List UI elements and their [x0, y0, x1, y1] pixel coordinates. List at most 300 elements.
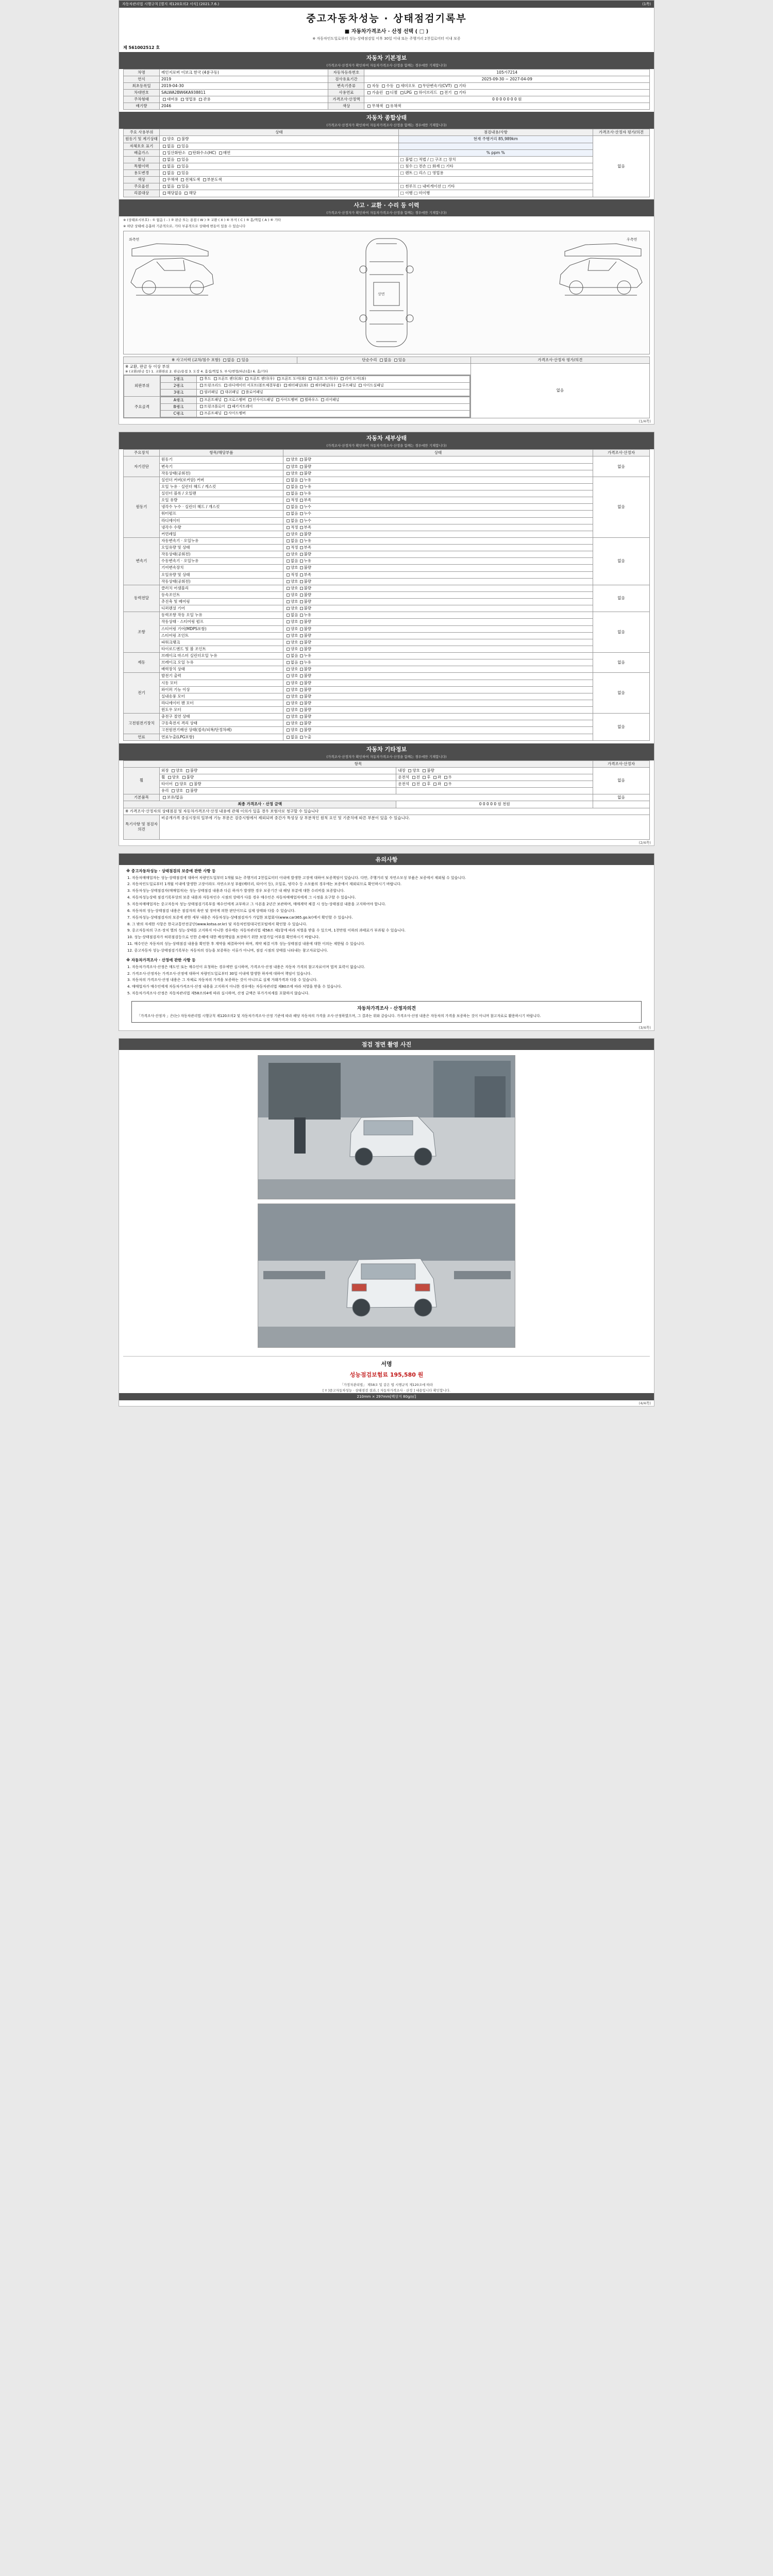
- state-rating-column: 없음: [593, 136, 650, 197]
- checkbox-part-trunklid[interactable]: [200, 384, 203, 387]
- document-number-unit: 호: [156, 45, 160, 50]
- other-row-3: 유리 양호 불량: [160, 788, 396, 794]
- detail-group-transmission: 변속기: [124, 537, 160, 585]
- detail-item-6-5: 윈도우 모터: [160, 707, 283, 714]
- checkbox-part-frontdoor-r[interactable]: [309, 377, 312, 380]
- label-fuel: 사용연료: [328, 89, 364, 96]
- checkbox-d80-a[interactable]: [287, 736, 290, 739]
- checkbox-d50-a[interactable]: [287, 654, 290, 657]
- checkbox-d63-b[interactable]: [300, 695, 303, 698]
- checkbox-transmission-auto[interactable]: [367, 84, 371, 88]
- checkbox-part-quarter-r[interactable]: [311, 384, 314, 387]
- checkbox-wheel-good[interactable]: [168, 776, 171, 779]
- state-row-label-7: 주요옵션: [124, 183, 160, 190]
- section-other-title: 자동차 기타정보: [119, 743, 654, 754]
- state-row-label-5: 용도변경: [124, 170, 160, 177]
- detail-item-1-8: 커먼레일: [160, 531, 283, 537]
- value-transmission: 자동 수동 세미오토 무단변속기(CVT) 기타: [364, 82, 650, 89]
- form-legal-ref: 자동차관리법 시행규칙 [별지 제120호의2 서식] (2021.7.6.): [122, 2, 220, 6]
- frame-items-a: 프론트패널 크로스멤버 인사이드패널 사이드멤버 휠하우스 리어패널: [197, 397, 470, 403]
- checkbox-tire-rear[interactable]: [423, 783, 426, 786]
- checkbox-recall-na[interactable]: [163, 192, 166, 195]
- detail-item-7-1: 구동축전지 격리 상태: [160, 720, 283, 727]
- checkbox-smoke[interactable]: [219, 151, 222, 155]
- state-row-note-8: □ 이행 □ 미이행: [398, 190, 593, 197]
- checkbox-d18-b[interactable]: [300, 533, 303, 536]
- checkbox-frame-insidepanel[interactable]: [248, 398, 251, 401]
- detail-item-1-6: 라디에이터: [160, 517, 283, 524]
- detail-opts-6-0: 양호 불량: [283, 673, 593, 680]
- checkbox-d43-b[interactable]: [300, 634, 303, 637]
- insurance-fee-value: 195,580 원: [390, 1371, 424, 1378]
- detail-opts-1-8: 양호 불량: [283, 531, 593, 537]
- checkbox-d25-a[interactable]: [287, 573, 290, 577]
- checkbox-part-fender-r[interactable]: [245, 377, 248, 380]
- checkbox-d52-a[interactable]: [287, 668, 290, 671]
- rank-label-2: 2랭크: [161, 382, 197, 389]
- checkbox-d30-a[interactable]: [287, 587, 290, 590]
- checkbox-color-none[interactable]: [163, 178, 166, 181]
- section-other-sub: (가격조사·산정자가 확인하여 자동차가격조사·산정을 함께는 경우에만 기재합니다): [119, 754, 654, 760]
- checkbox-part-quarter-l[interactable]: [284, 384, 287, 387]
- checkbox-part-radiator-support[interactable]: [224, 384, 227, 387]
- other-row-0: 외장 양호 불량: [160, 767, 396, 774]
- label-vin: 차대번호: [124, 89, 160, 96]
- signature-title: 서명: [123, 1356, 650, 1369]
- checkbox-d15-a[interactable]: [287, 512, 290, 515]
- checkbox-color-partial[interactable]: [203, 178, 206, 181]
- checkbox-d32-b[interactable]: [300, 600, 303, 603]
- detail-opts-3-3: 양호 불량: [283, 605, 593, 612]
- parts-label: ※ 교환, 판금 등 이상 부위: [125, 364, 170, 369]
- checkbox-option-yes[interactable]: [177, 185, 180, 188]
- checkbox-d64-b[interactable]: [300, 702, 303, 705]
- checkbox-d23-a[interactable]: [287, 560, 290, 563]
- checkbox-tire-good[interactable]: [175, 783, 178, 786]
- svg-text:상면: 상면: [378, 292, 385, 296]
- checkbox-d00-b[interactable]: [300, 458, 303, 461]
- checkbox-d51-b[interactable]: [300, 661, 303, 664]
- checkbox-frame-frontpanel-c[interactable]: [200, 412, 203, 415]
- svg-text:우측면: 우측면: [627, 237, 637, 242]
- value-usage: 대여용 영업용 관용: [160, 96, 328, 103]
- checkbox-selfcert-yes[interactable]: [177, 145, 180, 148]
- final-price-rating: [593, 801, 650, 808]
- diagram-left-side: [126, 233, 219, 311]
- checkbox-fuel-electric[interactable]: [440, 91, 443, 94]
- checkbox-d65-b[interactable]: [300, 708, 303, 711]
- odometer-reading: 현재 주행거리 85,989km: [398, 136, 593, 143]
- checkbox-d14-a[interactable]: [287, 505, 290, 509]
- detail-opts-0-0: 양호 불량: [283, 456, 593, 463]
- checkbox-d45-a[interactable]: [287, 648, 290, 651]
- checkbox-color-plain[interactable]: [367, 105, 371, 108]
- checkbox-d33-b[interactable]: [300, 607, 303, 610]
- other-row-1: 휠 양호 불량: [160, 774, 396, 781]
- checkbox-d15-b[interactable]: [300, 512, 303, 515]
- parts-label-cell: [124, 363, 471, 375]
- checkbox-fuel-gasoline[interactable]: [367, 91, 371, 94]
- detail-opts-4-2: 양호 불량: [283, 625, 593, 632]
- checkbox-d80-b[interactable]: [300, 736, 303, 739]
- checkbox-d11-b[interactable]: [300, 485, 303, 488]
- checkbox-wheel-bad[interactable]: [182, 776, 186, 779]
- checkbox-d70-b[interactable]: [300, 715, 303, 718]
- detail-item-4-5: 타이로드엔드 및 볼 조인트: [160, 646, 283, 652]
- checkbox-fuel-lpg[interactable]: [400, 91, 404, 94]
- detail-item-1-1: 오일 누유 · 실린더 헤드 / 게스킷: [160, 483, 283, 490]
- detail-item-4-0: 동력조향 작동 오일 누유: [160, 612, 283, 619]
- checkbox-d71-a[interactable]: [287, 722, 290, 725]
- detail-item-1-4: 냉각수 누수 · 실린더 헤드 / 개스킷: [160, 504, 283, 511]
- checkbox-d72-b[interactable]: [300, 728, 303, 732]
- checkbox-accident-yes[interactable]: [237, 359, 240, 362]
- appraiser-oath-text: 「가격조사·산정자 」은(는) 자동차관리법 시행규칙 제120조의2 및 자동차가격조사·산정 기준에 따라 해당 자동차의 가격을 조사·산정하였으며, 그 결과는 위와 같습니다. 가격조사·산정 내용은 자동차의 가격을 보증하는 것이 아니며 참고자료로 활용하시기 바랍니다.: [137, 1013, 541, 1018]
- checkbox-d13-a[interactable]: [287, 499, 290, 502]
- checkbox-fuel-hybrid[interactable]: [414, 91, 417, 94]
- state-row-label-0: 원동기 및 계기상태: [124, 136, 160, 143]
- checkbox-usechange-none[interactable]: [163, 172, 166, 175]
- checkbox-d10-a[interactable]: [287, 479, 290, 482]
- detail-opts-2-6: 양호 불량: [283, 578, 593, 585]
- checkbox-d00-a[interactable]: [287, 458, 290, 461]
- checkbox-usage-business[interactable]: [181, 98, 184, 101]
- checkbox-engine-bad[interactable]: [177, 138, 180, 141]
- state-row-label-6: 색상: [124, 177, 160, 183]
- checkbox-d20-a[interactable]: [287, 539, 290, 543]
- accident-legend-2: ※ 하단 상태에 응흡하 기준적으로, 기타 부분적으로 상태에 변동이 있을 수 있습니다: [123, 224, 246, 228]
- document-number-label: 제 561002512: [123, 45, 155, 50]
- checkbox-frame-trunkfloor[interactable]: [200, 405, 203, 408]
- basic-items-value: 보유/없음: [160, 794, 593, 801]
- detail-item-7-2: 고전원전기배선 상태(접속/피복/단정차폐): [160, 727, 283, 734]
- checkbox-option-none[interactable]: [163, 185, 166, 188]
- other-row-3b: [396, 788, 593, 794]
- checkbox-frame-packagetray[interactable]: [228, 405, 231, 408]
- basic-items-label: 기본품목: [124, 794, 160, 801]
- section-accident-title: 사고 · 교환 · 수리 등 이력: [119, 199, 654, 210]
- diagram-top-view: [348, 233, 425, 352]
- detail-opts-4-3: 양호 불량: [283, 632, 593, 639]
- rank-label-3: 3랭크: [161, 389, 197, 396]
- checkbox-d26-a[interactable]: [287, 580, 290, 583]
- checkbox-accident-none[interactable]: [223, 359, 226, 362]
- checkbox-part-sidesill[interactable]: [359, 384, 362, 387]
- checkbox-d10-b[interactable]: [300, 479, 303, 482]
- checkbox-glass-bad[interactable]: [186, 789, 189, 792]
- checkbox-d61-b[interactable]: [300, 682, 303, 685]
- checkbox-frame-crossmember[interactable]: [224, 398, 227, 401]
- checkbox-glass-good[interactable]: [172, 789, 175, 792]
- checkbox-d51-a[interactable]: [287, 661, 290, 664]
- notice-item-1-6: 7. 자동차성능·상태점검자의 보증에 관한 세부 내용은 자동차성능·상태점검자가 가입한 보험회사(www.car365.go.kr)에서 확인할 수 있습니다.: [127, 915, 353, 920]
- detail-rating-1: 없음: [593, 477, 650, 537]
- checkbox-frame-wheelhouse[interactable]: [300, 398, 304, 401]
- checkbox-tire-right[interactable]: [444, 783, 447, 786]
- detail-item-4-2: 스티어링 기어(MDPS포함): [160, 625, 283, 632]
- parts-detail-cell: [124, 375, 471, 418]
- checkbox-recall-yes[interactable]: [184, 192, 188, 195]
- detail-rating-2: 없음: [593, 537, 650, 585]
- checkbox-d60-b[interactable]: [300, 674, 303, 677]
- photo-gallery: [119, 1050, 654, 1353]
- checkbox-d01-a[interactable]: [287, 465, 290, 468]
- checkbox-engine-good[interactable]: [163, 138, 166, 141]
- detail-opts-0-2: 양호 불량: [283, 470, 593, 477]
- group-label-outer: 외판부위: [124, 375, 160, 396]
- detail-rating-7: 없음: [593, 714, 650, 741]
- checkbox-d12-b[interactable]: [300, 492, 303, 495]
- detail-item-2-4: 기어변속장치: [160, 565, 283, 571]
- checkbox-frame-sidemember-c[interactable]: [224, 412, 227, 415]
- detail-opts-3-0: 양호 불량: [283, 585, 593, 591]
- detail-item-6-1: 시동 모터: [160, 680, 283, 686]
- checkbox-part-dash[interactable]: [221, 391, 224, 394]
- checkbox-d31-b[interactable]: [300, 594, 303, 597]
- detail-item-1-2: 실린더 블록 / 오일팬: [160, 490, 283, 497]
- other-col-3: 가격조사·산정자: [593, 760, 650, 767]
- paper-size-footer: 210mm × 297mm[백상지 80g/㎡]: [119, 1393, 654, 1400]
- svg-text:좌측면: 좌측면: [129, 237, 140, 242]
- state-table: [123, 129, 650, 197]
- checkbox-d71-b[interactable]: [300, 722, 303, 725]
- checkbox-d23-b[interactable]: [300, 560, 303, 563]
- checkbox-wheel-left[interactable]: [433, 776, 436, 779]
- checkbox-d70-a[interactable]: [287, 715, 290, 718]
- detail-opts-5-1: 없음 누유: [283, 659, 593, 666]
- checkbox-tire-left[interactable]: [433, 783, 436, 786]
- checkbox-selfcert-none[interactable]: [163, 145, 166, 148]
- detail-item-0-1: 변속기: [160, 463, 283, 470]
- checkbox-d02-b[interactable]: [300, 472, 303, 475]
- checkbox-d22-a[interactable]: [287, 553, 290, 556]
- checkbox-usage-government[interactable]: [199, 98, 202, 101]
- checkbox-transmission-semi[interactable]: [396, 84, 399, 88]
- checkbox-part-reardoor-l[interactable]: [341, 377, 344, 380]
- checkbox-tire-bad[interactable]: [190, 783, 193, 786]
- detail-opts-2-3: 없음 누유: [283, 558, 593, 565]
- other-table: [123, 760, 650, 840]
- checkbox-int-bad[interactable]: [423, 769, 426, 772]
- value-inspection-period: 2025-09-30 ~ 2027-04-09: [364, 76, 650, 82]
- value-car-name: 레인지로버 이보크 한국 (4륜구동): [160, 69, 328, 76]
- checkbox-part-pillar[interactable]: [200, 391, 203, 394]
- page-3: [119, 853, 654, 1031]
- checkbox-tuning-none[interactable]: [163, 158, 166, 161]
- page-4-mark: (4/4쪽): [638, 1401, 651, 1405]
- document-number: [119, 43, 654, 52]
- checkbox-int-good[interactable]: [408, 769, 411, 772]
- document-note: ※ 자동차인도일로부터 성능·상태점검일 이후 30일 이내 또는 주행거리 2천킬로미터 이내 보증: [312, 37, 461, 41]
- detail-item-5-2: 배력장치 상태: [160, 666, 283, 673]
- checkbox-d44-a[interactable]: [287, 641, 290, 644]
- checkbox-d14-b[interactable]: [300, 505, 303, 509]
- checkbox-d32-a[interactable]: [287, 600, 290, 603]
- checkbox-d12-a[interactable]: [287, 492, 290, 495]
- checkbox-d24-b[interactable]: [300, 566, 303, 569]
- detail-rating-0: 없음: [593, 456, 650, 477]
- page-1: [119, 0, 654, 425]
- detail-opts-0-1: 양호 불량: [283, 463, 593, 470]
- checkbox-d17-b[interactable]: [300, 526, 303, 529]
- detail-group-brake: 제동: [124, 653, 160, 673]
- checkbox-d30-b[interactable]: [300, 587, 303, 590]
- checkbox-part-fender-l[interactable]: [214, 377, 217, 380]
- checkbox-d16-b[interactable]: [300, 519, 303, 522]
- checkbox-d62-b[interactable]: [300, 688, 303, 691]
- notice-item-1-5: 6. 자동차의 성능·상태점검 내용은 점검자의 육안 및 장비에 의한 판단이므로 실제 상태와 다를 수 있습니다.: [127, 908, 296, 913]
- checkbox-d44-b[interactable]: [300, 641, 303, 644]
- detail-opts-1-1: 없음 누유: [283, 483, 593, 490]
- checkbox-d60-a[interactable]: [287, 674, 290, 677]
- checkbox-basic-items[interactable]: [163, 796, 166, 799]
- checkbox-tuning-yes[interactable]: [177, 158, 180, 161]
- checkbox-d43-a[interactable]: [287, 634, 290, 637]
- label-displacement: 배기량: [124, 103, 160, 110]
- detail-group-steering: 조향: [124, 612, 160, 653]
- checkbox-fuel-etc[interactable]: [455, 91, 458, 94]
- label-first-reg: 최초등록일: [124, 82, 160, 89]
- detail-item-3-1: 등속조인트: [160, 591, 283, 598]
- detail-item-2-3: 수동변속기 · 오일누유: [160, 558, 283, 565]
- state-row-note-7: □ 썬루프 □ 내비게이션 □ 기타: [398, 183, 593, 190]
- checkbox-d40-a[interactable]: [287, 614, 290, 617]
- checkbox-co[interactable]: [163, 151, 166, 155]
- checkbox-d41-a[interactable]: [287, 620, 290, 623]
- checkbox-d22-b[interactable]: [300, 553, 303, 556]
- detail-item-3-0: 클러치 어셈블리: [160, 585, 283, 591]
- checkbox-transmission-cvt[interactable]: [418, 84, 422, 88]
- checkbox-wheel-front[interactable]: [412, 776, 415, 779]
- checkbox-d45-b[interactable]: [300, 648, 303, 651]
- checkbox-d72-a[interactable]: [287, 728, 290, 732]
- state-row-note-3: □ 불법 □ 적법 / □ 구조 □ 장치: [398, 156, 593, 163]
- checkbox-d61-a[interactable]: [287, 682, 290, 685]
- checkbox-color-full[interactable]: [181, 178, 184, 181]
- checkbox-transmission-manual[interactable]: [382, 84, 385, 88]
- detail-opts-1-0: 없음 누유: [283, 477, 593, 483]
- detail-opts-2-2: 양호 불량: [283, 551, 593, 558]
- document-subtitle: ■ 자동차가격조사 · 산정 선택 ( □ ): [344, 29, 429, 35]
- detail-opts-3-1: 양호 불량: [283, 591, 593, 598]
- checkbox-part-hood[interactable]: [200, 377, 203, 380]
- checkbox-hc[interactable]: [189, 151, 192, 155]
- checkbox-d62-a[interactable]: [287, 688, 290, 691]
- detail-item-0-0: 원동기: [160, 456, 283, 463]
- checkbox-d42-b[interactable]: [300, 628, 303, 631]
- notice-item-1-4: 5. 자동차매매업자는 중고자동차 성능·상태점검기록부를 매수인에게 교부하고 그 사본을 2년간 보관하며, 매매계약 체결 시 성능·상태점검 내용을 고지하여야 합니다.: [127, 902, 386, 907]
- frame-items-b: 트렁크플로어 패키지트레이: [197, 404, 470, 411]
- checkbox-wheel-right[interactable]: [444, 776, 447, 779]
- detail-group-fuel: 연료: [124, 734, 160, 740]
- checkbox-frame-frontpanel[interactable]: [200, 398, 203, 401]
- detail-opts-6-4: 양호 불량: [283, 700, 593, 706]
- detail-opts-4-4: 양호 불량: [283, 639, 593, 646]
- section-detail-sub: (가격조사·산정자가 확인하여 자동차가격조사·산정을 함께는 경우에만 기재합니다): [119, 443, 654, 449]
- group-label-frame: 주요골격: [124, 396, 160, 417]
- checkbox-d11-a[interactable]: [287, 485, 290, 488]
- checkbox-d40-b[interactable]: [300, 614, 303, 617]
- other-row-0b: 내장 양호 불량: [396, 767, 593, 774]
- accident-rating-value: 없음: [470, 363, 649, 418]
- detail-group-hv: 고전원전기장치: [124, 714, 160, 734]
- checkbox-fuel-diesel[interactable]: [386, 91, 389, 94]
- checkbox-part-floor[interactable]: [242, 391, 245, 394]
- checkbox-d64-a[interactable]: [287, 702, 290, 705]
- detail-item-6-0: 발전기 출력: [160, 673, 283, 680]
- checkbox-d42-a[interactable]: [287, 628, 290, 631]
- notice-item-2-0: 9. 중고자동차의 구조·장치 별의 성능·상태를 고지하지 아니한 경우에는 자동차관리법 제58조 제1항에 따라 처벌을 받을 수 있으며, 1천만원 이하의 과태료가 부과될 수 있습니다.: [127, 928, 406, 933]
- checkbox-history-none[interactable]: [163, 165, 166, 168]
- label-transmission: 변속기종류: [328, 82, 364, 89]
- detail-item-2-1: 오일유량 및 상태: [160, 545, 283, 551]
- checkbox-d31-a[interactable]: [287, 594, 290, 597]
- special-note-label: 특기사항 및 점검자의견: [124, 815, 160, 839]
- checkbox-d41-b[interactable]: [300, 620, 303, 623]
- checkbox-ext-bad[interactable]: [186, 769, 189, 772]
- checkbox-simple-none[interactable]: [380, 359, 383, 362]
- other-row-2b: 운전석 전 후 좌 우: [396, 781, 593, 788]
- checkbox-tire-front[interactable]: [412, 783, 415, 786]
- checkbox-history-yes[interactable]: [177, 165, 180, 168]
- detail-group-powertrain: 동력전달: [124, 585, 160, 612]
- checkbox-d02-a[interactable]: [287, 472, 290, 475]
- checkbox-d24-a[interactable]: [287, 566, 290, 569]
- checkbox-transmission-etc[interactable]: [455, 84, 458, 88]
- checkbox-color-multi[interactable]: [386, 105, 389, 108]
- checkbox-d20-b[interactable]: [300, 539, 303, 543]
- value-price-survey: 0 0 0 0 0 0 0 원: [364, 96, 650, 103]
- checkbox-usechange-yes[interactable]: [177, 172, 180, 175]
- checkbox-d65-a[interactable]: [287, 708, 290, 711]
- state-col-1: 주요 사용부위: [124, 129, 160, 136]
- checkbox-usage-rental[interactable]: [163, 98, 166, 101]
- checkbox-part-roof[interactable]: [338, 384, 341, 387]
- checkbox-d01-b[interactable]: [300, 465, 303, 468]
- checkbox-d21-a[interactable]: [287, 546, 290, 549]
- checkbox-frame-sidemember[interactable]: [276, 398, 279, 401]
- checkbox-frame-rearpanel[interactable]: [321, 398, 324, 401]
- detail-col-1: 주요장치: [124, 450, 160, 456]
- checkbox-d50-b[interactable]: [300, 654, 303, 657]
- final-price-value: 0 0 0 0 0 원 천원: [396, 801, 593, 808]
- checkbox-d18-a[interactable]: [287, 533, 290, 536]
- checkbox-d16-a[interactable]: [287, 519, 290, 522]
- value-plate: 105가7214: [364, 69, 650, 76]
- checkbox-d13-b[interactable]: [300, 499, 303, 502]
- checkbox-d26-b[interactable]: [300, 580, 303, 583]
- detail-item-4-4: 파워크랭크: [160, 639, 283, 646]
- checkbox-d17-a[interactable]: [287, 526, 290, 529]
- simple-repair-cell: 단순수리 없음 있음: [297, 357, 470, 363]
- state-row-opts-2: 일산화탄소 탄화수소(HC) 매연: [160, 149, 399, 156]
- checkbox-d52-b[interactable]: [300, 668, 303, 671]
- checkbox-d21-b[interactable]: [300, 546, 303, 549]
- damage-diagram: [123, 231, 650, 354]
- detail-rating-4: 없음: [593, 612, 650, 653]
- checkbox-simple-yes[interactable]: [394, 359, 397, 362]
- section-state-title: 자동차 종합상태: [119, 112, 654, 123]
- checkbox-wheel-rear[interactable]: [423, 776, 426, 779]
- checkbox-d25-b[interactable]: [300, 573, 303, 577]
- checkbox-ext-good[interactable]: [172, 769, 175, 772]
- checkbox-part-frontdoor-l[interactable]: [277, 377, 280, 380]
- checkbox-d63-a[interactable]: [287, 695, 290, 698]
- checkbox-d33-a[interactable]: [287, 607, 290, 610]
- detail-item-6-3: 실내송풍 모터: [160, 693, 283, 700]
- detail-item-6-4: 라디에이터 팬 모터: [160, 700, 283, 706]
- detail-group-engine: 원동기: [124, 477, 160, 537]
